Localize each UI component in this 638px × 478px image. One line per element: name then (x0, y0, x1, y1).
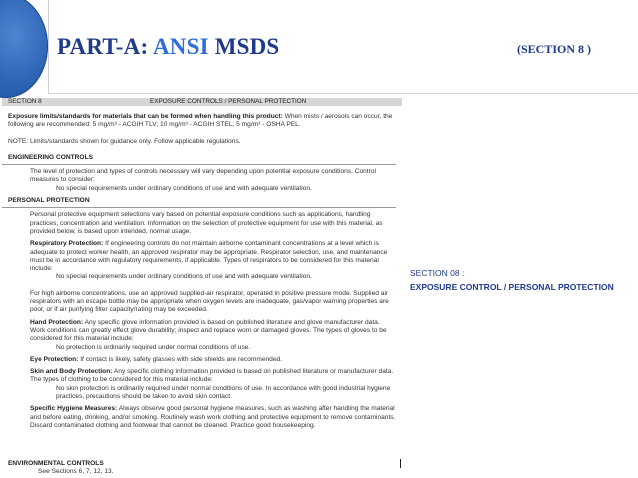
personal-heading: PERSONAL PROTECTION (8, 197, 90, 205)
section-tag: (SECTION 8 ) (517, 42, 592, 56)
hygiene-measures: Specific Hygiene Measures: Always observe good personal hygiene measures, such as washing after handling the material and before eating, drinking, and/or smoking. Routinely wash work clothing and protective equipment to remove contaminants. Discard contaminated clothing and footwear that cannot be cleaned. Practice good housekeeping. (30, 405, 396, 429)
caption-section-label: SECTION 08 : (410, 268, 465, 278)
personal-text: Personal protective equipment selections vary based on potential exposure conditions such as applications, handling practices, concentration and ventilation. Information on the selection of protective equipment for use with this material, as provided below, is based upon intended, normal usage. (30, 211, 383, 235)
document-header-bar (2, 98, 402, 106)
exposure-limits: Exposure limits/standards for materials that can be formed when handling this product: When mists / aerosols can occur, the following are recommended: 5 mg/m³ - ACGIH TLV; 10 mg/m³ - ACGIH STEL, 5 mg/m³ - OSHA PEL. (8, 113, 393, 129)
title-accent: ANSI (153, 34, 209, 59)
respiratory-protection: Respiratory Protection: If engineering controls do not maintain airborne contaminant concentrations at a level which is adequate to protect worker health, an approved respirator may be appropriate. Respirator selection, use, and maintenance must be in accordance with regulatory requirements, if applicable. Types of respirators to be considered for this material include: (30, 240, 388, 273)
msds-document-scan (2, 98, 402, 476)
title-suffix: MSDS (208, 34, 280, 59)
environmental-heading: ENVIRONMENTAL CONTROLS (8, 460, 104, 467)
engineering-heading: ENGINEERING CONTROLS (8, 153, 93, 161)
rule-divider (2, 164, 396, 165)
environmental-text: See Sections 6, 7, 12, 13. (38, 468, 114, 475)
skin-sub: No skin protection is ordinarily required under normal conditions of use. In accordance with good industrial hygiene practices, precautions should be taken to avoid skin contact. (56, 384, 391, 401)
respiratory-sub: No special requirements under ordinary conditions of use and with adequate ventilation. (56, 273, 312, 281)
document-body (8, 113, 396, 430)
engineering-text: The level of protection and types of controls necessary will vary depending upon potential exposure conditions. Control measures to consider: (30, 168, 377, 184)
eye-protection: Eye Protection: If contact is likely, safety glasses with side shields are recommended. (30, 355, 283, 363)
document-section-number: SECTION 8 (8, 98, 42, 105)
hand-sub: No protection is ordinarily required under normal conditions of use. (56, 343, 251, 351)
hand-protection: Hand Protection: Any specific glove information provided is based on published literature and glove manufacturer data. Work conditions can greatly effect glove durability; inspect and replace worn or damaged gloves. The types of gloves to be considered for this material include: (30, 318, 387, 343)
header-divider (48, 93, 638, 94)
rule-divider (2, 207, 396, 208)
header-divider-vertical (48, 0, 49, 94)
caption-section-description: EXPOSURE CONTROL / PERSONAL PROTECTION (410, 282, 614, 292)
document-section-title: EXPOSURE CONTROLS / PERSONAL PROTECTION (150, 98, 307, 105)
engineering-sub: No special requirements under ordinary conditions of use and with adequate ventilation. (56, 184, 312, 192)
skin-protection: Skin and Body Protection: Any specific clothing information provided is based on published literature or manufacturer data. The types of clothing to be considered for this material include: (30, 368, 394, 384)
airborne-text: For high airborne concentrations, use an approved supplied-air respirator, operated in positive pressure mode. Supplied air respirators with an escape bottle may be appropriate when oxygen levels are inadequate, gas/vapor warning properties are poor, or if air purifying filter capacity/rating may be exceeded. (30, 289, 389, 314)
text-cursor-mark (400, 459, 401, 468)
note-text: NOTE: Limits/standards shown for guidance only. Follow applicable regulations. (8, 137, 241, 145)
title-prefix: PART-A: (57, 34, 153, 59)
slide-title (57, 34, 279, 60)
